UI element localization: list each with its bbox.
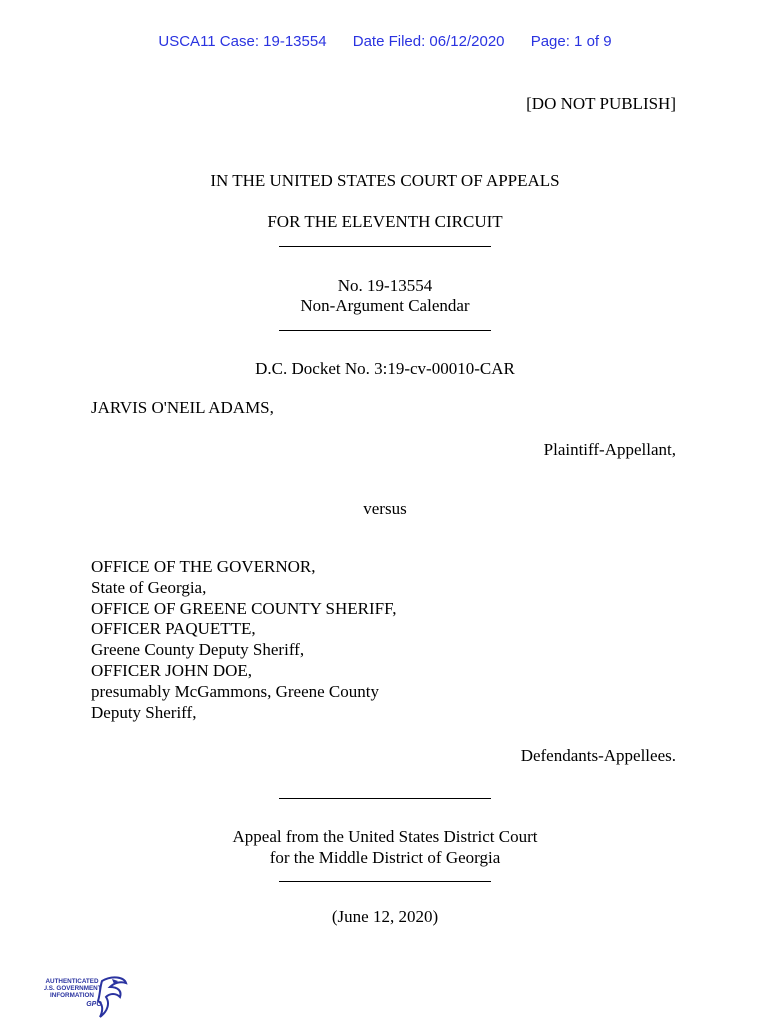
document-header: [0, 33, 770, 50]
defendant-line: OFFICE OF THE GOVERNOR,: [91, 557, 316, 576]
appeal-from: Appeal from the United States District Court: [232, 827, 538, 846]
defendant-line: presumably McGammons, Greene County: [91, 681, 379, 701]
defendant-line: OFFICER JOHN DOE,: [91, 660, 253, 680]
circuit-name: FOR THE ELEVENTH CIRCUIT: [267, 212, 503, 231]
docket-number: D.C. Docket No. 3:19-cv-00010-CAR: [255, 359, 515, 378]
case-number: No. 19-13554: [337, 276, 433, 295]
defendants-role: Defendants-Appellees.: [520, 746, 676, 765]
decision-date: (June 12, 2020): [331, 907, 439, 926]
seal-text-gpo: GPO: [86, 1001, 102, 1008]
separator-rule-3: [279, 798, 491, 799]
publish-flag: [DO NOT PUBLISH]: [526, 94, 676, 113]
plaintiff-role: Plaintiff-Appellant,: [543, 440, 676, 459]
defendants-list: [91, 557, 396, 723]
defendant-line: Deputy Sheriff,: [91, 702, 197, 722]
eagle-icon: [98, 977, 126, 1017]
defendant-line: OFFICE OF GREENE COUNTY SHERIFF,: [91, 598, 397, 618]
versus-label: versus: [363, 499, 407, 518]
case-number-header: USCA11 Case: 19-13554: [158, 33, 327, 50]
defendant-line: OFFICER PAQUETTE,: [91, 619, 256, 639]
calendar-type: Non-Argument Calendar: [300, 296, 470, 315]
defendant-line: Greene County Deputy Sheriff,: [91, 640, 305, 660]
defendant-line: State of Georgia,: [91, 577, 207, 597]
seal-text-2: U.S. GOVERNMENT: [44, 985, 102, 992]
plaintiff-name: JARVIS O'NEIL ADAMS,: [91, 398, 274, 417]
seal-text-3: INFORMATION: [50, 992, 94, 999]
separator-rule-2: [279, 330, 491, 331]
court-name: IN THE UNITED STATES COURT OF APPEALS: [210, 171, 560, 190]
separator-rule-4: [279, 881, 491, 882]
seal-text-1: AUTHENTICATED: [45, 978, 99, 985]
gpo-authentication-seal: [44, 975, 128, 1019]
separator-rule-1: [279, 246, 491, 247]
appeal-district: for the Middle District of Georgia: [269, 848, 501, 867]
date-filed-header: Date Filed: 06/12/2020: [352, 33, 505, 50]
page-count-header: Page: 1 of 9: [530, 33, 612, 50]
